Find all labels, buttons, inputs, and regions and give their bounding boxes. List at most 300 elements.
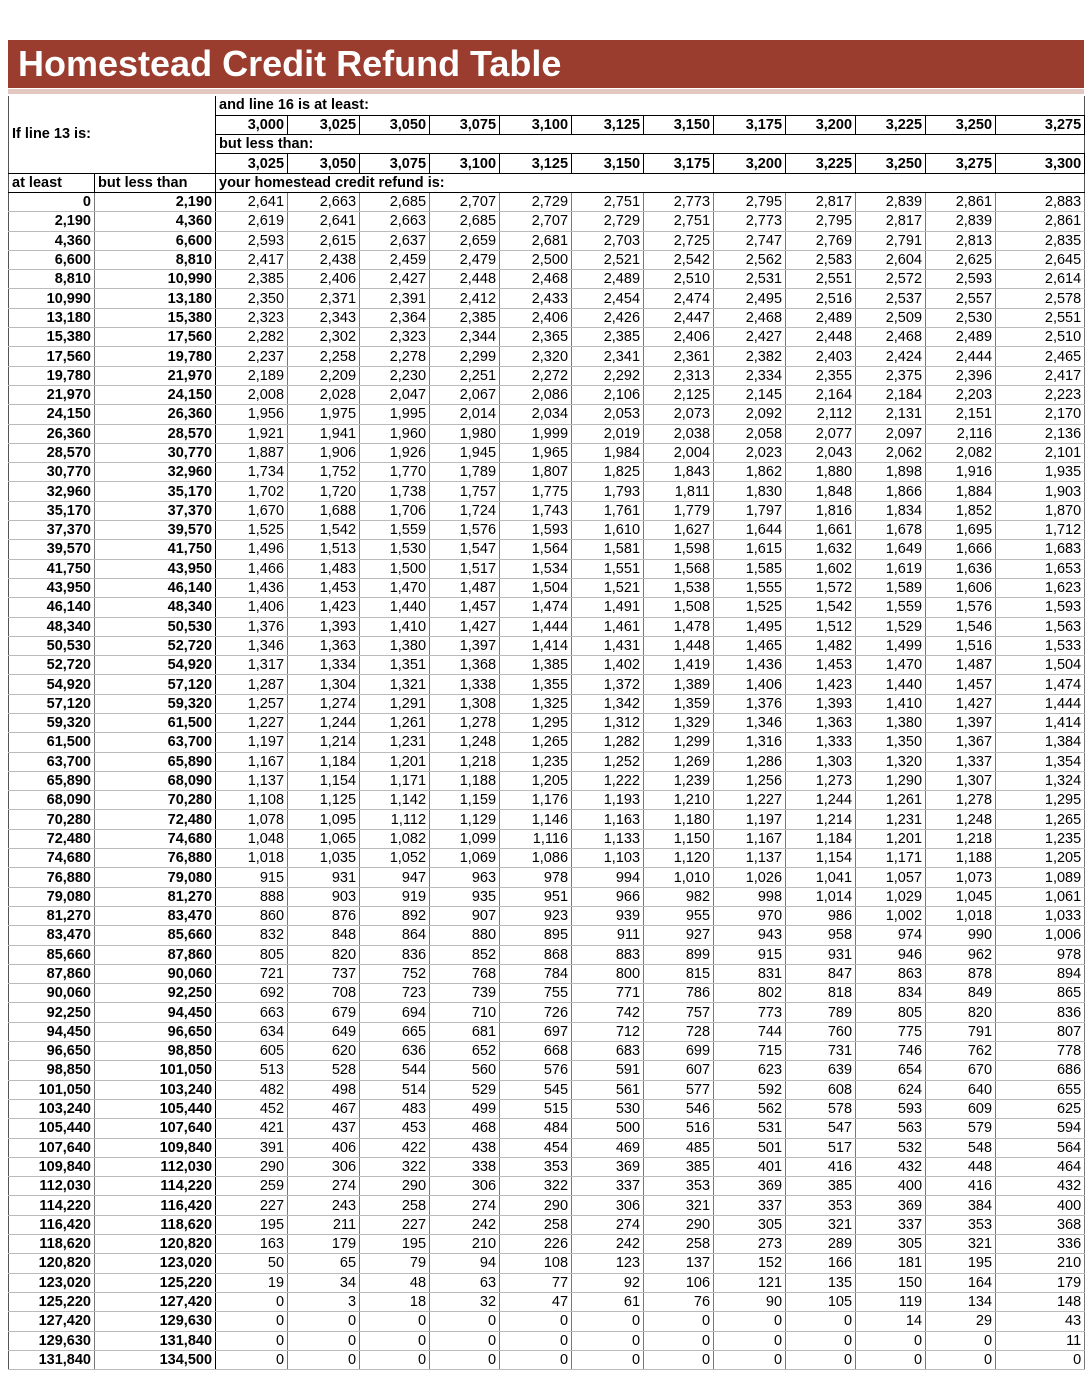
refund-cell: 1,231 xyxy=(360,733,430,752)
line16-at-least-value: 3,100 xyxy=(500,115,572,134)
table-row xyxy=(9,829,1085,848)
refund-cell: 1,984 xyxy=(572,443,644,462)
refund-cell: 1,325 xyxy=(500,694,572,713)
refund-cell: 2,427 xyxy=(360,270,430,289)
refund-cell: 1,457 xyxy=(926,675,996,694)
refund-cell: 134 xyxy=(926,1292,996,1311)
refund-cell: 2,112 xyxy=(786,405,856,424)
refund-cell: 1,898 xyxy=(856,463,926,482)
line13-at-least-cell: 6,600 xyxy=(9,250,95,269)
refund-cell: 1,431 xyxy=(572,636,644,655)
refund-cell: 1,317 xyxy=(216,656,288,675)
refund-cell: 0 xyxy=(996,1350,1085,1369)
refund-cell: 2,278 xyxy=(360,347,430,366)
refund-cell: 11 xyxy=(996,1331,1085,1350)
line13-less-than-cell: 28,570 xyxy=(95,424,216,443)
refund-cell: 1,525 xyxy=(216,521,288,540)
refund-cell: 2,593 xyxy=(216,231,288,250)
refund-cell: 163 xyxy=(216,1235,288,1254)
refund-cell: 2,531 xyxy=(714,270,786,289)
line13-less-than-cell: 103,240 xyxy=(95,1080,216,1099)
table-row xyxy=(9,984,1085,1003)
refund-cell: 1,346 xyxy=(216,636,288,655)
refund-cell: 1,026 xyxy=(714,868,786,887)
refund-cell: 1,793 xyxy=(572,482,644,501)
refund-cell: 1,559 xyxy=(856,598,926,617)
refund-cell: 2,299 xyxy=(430,347,500,366)
refund-cell: 1,551 xyxy=(572,559,644,578)
refund-cell: 416 xyxy=(786,1157,856,1176)
refund-cell: 832 xyxy=(216,926,288,945)
refund-cell: 2,038 xyxy=(644,424,714,443)
refund-cell: 1,061 xyxy=(996,887,1085,906)
refund-cell: 2,320 xyxy=(500,347,572,366)
table-row xyxy=(9,1080,1085,1099)
table-row xyxy=(9,540,1085,559)
refund-cell: 516 xyxy=(644,1119,714,1138)
refund-cell: 2,136 xyxy=(996,424,1085,443)
table-row xyxy=(9,791,1085,810)
table-row xyxy=(9,964,1085,983)
line13-less-than-cell: 85,660 xyxy=(95,926,216,945)
refund-cell: 1,290 xyxy=(856,771,926,790)
table-row xyxy=(9,405,1085,424)
table-row xyxy=(9,559,1085,578)
refund-cell: 605 xyxy=(216,1042,288,1061)
refund-cell: 2,034 xyxy=(500,405,572,424)
refund-cell: 369 xyxy=(714,1177,786,1196)
refund-cell: 1,018 xyxy=(926,906,996,925)
refund-cell: 820 xyxy=(926,1003,996,1022)
refund-cell: 499 xyxy=(430,1099,500,1118)
line13-less-than-cell: 83,470 xyxy=(95,906,216,925)
refund-cell: 92 xyxy=(572,1273,644,1292)
refund-cell: 562 xyxy=(714,1099,786,1118)
refund-cell: 0 xyxy=(500,1312,572,1331)
refund-cell: 2,067 xyxy=(430,385,500,404)
refund-cell: 2,302 xyxy=(288,328,360,347)
refund-cell: 786 xyxy=(644,984,714,1003)
line13-at-least-cell: 112,030 xyxy=(9,1177,95,1196)
refund-cell: 384 xyxy=(926,1196,996,1215)
refund-cell: 2,028 xyxy=(288,385,360,404)
refund-cell: 2,578 xyxy=(996,289,1085,308)
refund-cell: 47 xyxy=(500,1292,572,1311)
refund-cell: 0 xyxy=(288,1331,360,1350)
refund-cell: 1,197 xyxy=(714,810,786,829)
refund-cell: 1,414 xyxy=(996,714,1085,733)
refund-cell: 1,299 xyxy=(644,733,714,752)
refund-cell: 2,438 xyxy=(288,250,360,269)
refund-cell: 227 xyxy=(216,1196,288,1215)
refund-cell: 2,313 xyxy=(644,366,714,385)
refund-cell: 946 xyxy=(856,945,926,964)
line13-less-than-cell: 37,370 xyxy=(95,501,216,520)
refund-cell: 1,244 xyxy=(786,791,856,810)
refund-cell: 0 xyxy=(572,1312,644,1331)
refund-cell: 2,681 xyxy=(500,231,572,250)
table-row xyxy=(9,733,1085,752)
refund-cell: 0 xyxy=(856,1331,926,1350)
refund-cell: 578 xyxy=(786,1099,856,1118)
line13-less-than-cell: 92,250 xyxy=(95,984,216,1003)
refund-cell: 1,184 xyxy=(288,752,360,771)
refund-cell: 2,489 xyxy=(926,328,996,347)
refund-cell: 1,154 xyxy=(288,771,360,790)
line13-less-than-cell: 52,720 xyxy=(95,636,216,655)
refund-cell: 179 xyxy=(996,1273,1085,1292)
refund-cell: 2,019 xyxy=(572,424,644,443)
refund-cell: 29 xyxy=(926,1312,996,1331)
refund-cell: 1,623 xyxy=(996,578,1085,597)
refund-cell: 739 xyxy=(430,984,500,1003)
table-row xyxy=(9,250,1085,269)
line13-less-than-cell: 39,570 xyxy=(95,521,216,540)
refund-cell: 760 xyxy=(786,1022,856,1041)
refund-cell: 2,521 xyxy=(572,250,644,269)
refund-cell: 836 xyxy=(360,945,430,964)
line13-less-than-cell: 43,950 xyxy=(95,559,216,578)
refund-cell: 1,120 xyxy=(644,849,714,868)
line13-at-least-cell: 37,370 xyxy=(9,521,95,540)
refund-cell: 2,751 xyxy=(644,212,714,231)
refund-cell: 1,862 xyxy=(714,463,786,482)
refund-cell: 2,685 xyxy=(430,212,500,231)
table-row xyxy=(9,752,1085,771)
refund-cell: 2,663 xyxy=(360,212,430,231)
refund-cell: 723 xyxy=(360,984,430,1003)
line13-at-least-cell: 70,280 xyxy=(9,810,95,829)
line13-at-least-cell: 129,630 xyxy=(9,1331,95,1350)
refund-cell: 1,743 xyxy=(500,501,572,520)
refund-cell: 865 xyxy=(996,984,1085,1003)
refund-cell: 2,537 xyxy=(856,289,926,308)
refund-cell: 974 xyxy=(856,926,926,945)
refund-cell: 868 xyxy=(500,945,572,964)
refund-cell: 2,861 xyxy=(926,192,996,211)
line13-at-least-cell: 65,890 xyxy=(9,771,95,790)
refund-cell: 1,167 xyxy=(714,829,786,848)
refund-cell: 2,468 xyxy=(500,270,572,289)
table-row xyxy=(9,598,1085,617)
refund-cell: 654 xyxy=(856,1061,926,1080)
refund-cell: 1,906 xyxy=(288,443,360,462)
refund-cell: 876 xyxy=(288,906,360,925)
refund-cell: 1,167 xyxy=(216,752,288,771)
refund-cell: 1,576 xyxy=(430,521,500,540)
refund-cell: 290 xyxy=(360,1177,430,1196)
refund-cell: 391 xyxy=(216,1138,288,1157)
refund-cell: 1,738 xyxy=(360,482,430,501)
refund-cell: 0 xyxy=(926,1350,996,1369)
refund-cell: 2,125 xyxy=(644,385,714,404)
refund-cell: 836 xyxy=(996,1003,1085,1022)
refund-cell: 2,145 xyxy=(714,385,786,404)
table-row xyxy=(9,1061,1085,1080)
line13-less-than-cell: 21,970 xyxy=(95,366,216,385)
refund-cell: 1,534 xyxy=(500,559,572,578)
refund-cell: 1,006 xyxy=(996,926,1085,945)
refund-cell: 800 xyxy=(572,964,644,983)
refund-cell: 258 xyxy=(360,1196,430,1215)
refund-cell: 485 xyxy=(644,1138,714,1157)
refund-cell: 2,769 xyxy=(786,231,856,250)
refund-cell: 1,542 xyxy=(786,598,856,617)
refund-cell: 1,308 xyxy=(430,694,500,713)
refund-cell: 665 xyxy=(360,1022,430,1041)
refund-cell: 1,150 xyxy=(644,829,714,848)
line13-at-least-cell: 125,220 xyxy=(9,1292,95,1311)
refund-cell: 1,239 xyxy=(644,771,714,790)
refund-cell: 1,082 xyxy=(360,829,430,848)
table-row xyxy=(9,1273,1085,1292)
table-row xyxy=(9,906,1085,925)
refund-cell: 2,365 xyxy=(500,328,572,347)
refund-cell: 454 xyxy=(500,1138,572,1157)
refund-cell: 915 xyxy=(714,945,786,964)
refund-cell: 1,884 xyxy=(926,482,996,501)
line13-less-than-cell: 116,420 xyxy=(95,1196,216,1215)
refund-cell: 1,410 xyxy=(360,617,430,636)
table-row xyxy=(9,192,1085,211)
refund-cell: 258 xyxy=(644,1235,714,1254)
line13-less-than-cell: 17,560 xyxy=(95,328,216,347)
refund-cell: 1,384 xyxy=(996,733,1085,752)
refund-cell: 2,406 xyxy=(500,308,572,327)
refund-cell: 1,116 xyxy=(500,829,572,848)
refund-cell: 907 xyxy=(430,906,500,925)
line13-at-least-cell: 74,680 xyxy=(9,849,95,868)
refund-cell: 1,495 xyxy=(714,617,786,636)
refund-cell: 2,062 xyxy=(856,443,926,462)
refund-cell: 746 xyxy=(856,1042,926,1061)
line13-less-than-cell: 68,090 xyxy=(95,771,216,790)
refund-cell: 1,436 xyxy=(216,578,288,597)
line13-at-least-cell: 30,770 xyxy=(9,463,95,482)
refund-cell: 1,171 xyxy=(360,771,430,790)
refund-cell: 2,729 xyxy=(500,192,572,211)
line13-at-least-cell: 24,150 xyxy=(9,405,95,424)
refund-cell: 1,372 xyxy=(572,675,644,694)
refund-cell: 2,725 xyxy=(644,231,714,250)
refund-cell: 1,376 xyxy=(216,617,288,636)
refund-cell: 888 xyxy=(216,887,288,906)
line13-less-than-cell: 46,140 xyxy=(95,578,216,597)
table-row xyxy=(9,1350,1085,1369)
refund-cell: 697 xyxy=(500,1022,572,1041)
refund-cell: 1,248 xyxy=(926,810,996,829)
refund-cell: 894 xyxy=(996,964,1085,983)
line13-at-least-cell: 57,120 xyxy=(9,694,95,713)
refund-cell: 0 xyxy=(856,1350,926,1369)
line13-at-least-cell: 59,320 xyxy=(9,714,95,733)
refund-cell: 1,201 xyxy=(360,752,430,771)
refund-cell: 2,426 xyxy=(572,308,644,327)
table-row xyxy=(9,1003,1085,1022)
refund-cell: 683 xyxy=(572,1042,644,1061)
line13-at-least-cell: 39,570 xyxy=(9,540,95,559)
refund-cell: 548 xyxy=(926,1138,996,1157)
refund-cell: 1,811 xyxy=(644,482,714,501)
refund-cell: 1,572 xyxy=(786,578,856,597)
refund-cell: 744 xyxy=(714,1022,786,1041)
table-row xyxy=(9,1138,1085,1157)
refund-cell: 1,779 xyxy=(644,501,714,520)
refund-cell: 947 xyxy=(360,868,430,887)
refund-cell: 1,525 xyxy=(714,598,786,617)
refund-cell: 892 xyxy=(360,906,430,925)
line16-at-least-value: 3,075 xyxy=(430,115,500,134)
refund-cell: 0 xyxy=(786,1312,856,1331)
refund-cell: 353 xyxy=(644,1177,714,1196)
line13-at-least-cell: 123,020 xyxy=(9,1273,95,1292)
refund-cell: 2,101 xyxy=(996,443,1085,462)
refund-cell: 369 xyxy=(572,1157,644,1176)
refund-cell: 1,303 xyxy=(786,752,856,771)
refund-cell: 2,151 xyxy=(926,405,996,424)
refund-cell: 1,770 xyxy=(360,463,430,482)
refund-cell: 962 xyxy=(926,945,996,964)
table-row xyxy=(9,443,1085,462)
refund-cell: 1,218 xyxy=(430,752,500,771)
refund-cell: 1,903 xyxy=(996,482,1085,501)
refund-cell: 815 xyxy=(644,964,714,983)
refund-cell: 2,747 xyxy=(714,231,786,250)
refund-cell: 1,653 xyxy=(996,559,1085,578)
refund-cell: 2,468 xyxy=(856,328,926,347)
refund-cell: 2,615 xyxy=(288,231,360,250)
line13-at-least-cell: 41,750 xyxy=(9,559,95,578)
refund-cell: 0 xyxy=(714,1331,786,1350)
refund-cell: 1,887 xyxy=(216,443,288,462)
line13-less-than-cell: 8,810 xyxy=(95,250,216,269)
table-row xyxy=(9,328,1085,347)
refund-cell: 1,734 xyxy=(216,463,288,482)
refund-cell: 1,329 xyxy=(644,714,714,733)
refund-cell: 2,272 xyxy=(500,366,572,385)
refund-cell: 1,593 xyxy=(996,598,1085,617)
refund-cell: 1,321 xyxy=(360,675,430,694)
refund-cell: 919 xyxy=(360,887,430,906)
refund-cell: 2,230 xyxy=(360,366,430,385)
refund-cell: 1,337 xyxy=(926,752,996,771)
refund-cell: 1,218 xyxy=(926,829,996,848)
refund-cell: 2,334 xyxy=(714,366,786,385)
refund-cell: 353 xyxy=(786,1196,856,1215)
line13-less-than-cell: 57,120 xyxy=(95,675,216,694)
refund-cell: 1,393 xyxy=(288,617,360,636)
refund-cell: 1,834 xyxy=(856,501,926,520)
refund-cell: 1,282 xyxy=(572,733,644,752)
line13-less-than-cell: 129,630 xyxy=(95,1312,216,1331)
refund-cell: 1,483 xyxy=(288,559,360,578)
line13-less-than-cell: 120,820 xyxy=(95,1235,216,1254)
but-less-than-label: but less than xyxy=(95,173,216,192)
refund-cell: 1,397 xyxy=(430,636,500,655)
refund-cell: 863 xyxy=(856,964,926,983)
refund-cell: 1,538 xyxy=(644,578,714,597)
refund-cell: 385 xyxy=(644,1157,714,1176)
refund-cell: 708 xyxy=(288,984,360,1003)
line13-at-least-cell: 114,220 xyxy=(9,1196,95,1215)
refund-cell: 1,227 xyxy=(216,714,288,733)
line13-less-than-cell: 118,620 xyxy=(95,1215,216,1234)
refund-cell: 2,883 xyxy=(996,192,1085,211)
refund-cell: 0 xyxy=(216,1350,288,1369)
refund-cell: 2,371 xyxy=(288,289,360,308)
refund-cell: 1,797 xyxy=(714,501,786,520)
refund-cell: 530 xyxy=(572,1099,644,1118)
refund-cell: 1,414 xyxy=(500,636,572,655)
refund-cell: 579 xyxy=(926,1119,996,1138)
table-row xyxy=(9,1099,1085,1118)
refund-cell: 0 xyxy=(500,1331,572,1350)
refund-cell: 1,278 xyxy=(926,791,996,810)
table-row xyxy=(9,1042,1085,1061)
refund-cell: 1,941 xyxy=(288,424,360,443)
refund-cell: 1,960 xyxy=(360,424,430,443)
refund-cell: 0 xyxy=(714,1312,786,1331)
line13-less-than-cell: 32,960 xyxy=(95,463,216,482)
line16-at-least-value: 3,150 xyxy=(644,115,714,134)
at-least-label: at least xyxy=(9,173,95,192)
refund-cell: 966 xyxy=(572,887,644,906)
refund-cell: 1,504 xyxy=(500,578,572,597)
table-row xyxy=(9,270,1085,289)
refund-cell: 2,014 xyxy=(430,405,500,424)
refund-cell: 305 xyxy=(856,1235,926,1254)
line13-at-least-cell: 52,720 xyxy=(9,656,95,675)
refund-cell: 2,427 xyxy=(714,328,786,347)
refund-cell: 721 xyxy=(216,964,288,983)
refund-cell: 148 xyxy=(996,1292,1085,1311)
line13-at-least-cell: 72,480 xyxy=(9,829,95,848)
refund-cell: 2,382 xyxy=(714,347,786,366)
refund-cell: 0 xyxy=(430,1312,500,1331)
line16-less-than-value: 3,100 xyxy=(430,154,500,173)
refund-cell: 2,403 xyxy=(786,347,856,366)
refund-cell: 1,142 xyxy=(360,791,430,810)
table-row xyxy=(9,1196,1085,1215)
refund-cell: 2,223 xyxy=(996,385,1085,404)
refund-cell: 2,454 xyxy=(572,289,644,308)
refund-cell: 2,448 xyxy=(430,270,500,289)
refund-cell: 2,593 xyxy=(926,270,996,289)
refund-cell: 731 xyxy=(786,1042,856,1061)
line13-less-than-cell: 74,680 xyxy=(95,829,216,848)
refund-cell: 2,282 xyxy=(216,328,288,347)
refund-cell: 1,376 xyxy=(714,694,786,713)
refund-cell: 2,184 xyxy=(856,385,926,404)
refund-cell: 321 xyxy=(786,1215,856,1234)
refund-cell: 1,137 xyxy=(714,849,786,868)
table-row xyxy=(9,212,1085,231)
refund-cell: 48 xyxy=(360,1273,430,1292)
refund-cell: 1,533 xyxy=(996,636,1085,655)
refund-cell: 421 xyxy=(216,1119,288,1138)
refund-cell: 32 xyxy=(430,1292,500,1311)
refund-cell: 2,406 xyxy=(288,270,360,289)
table-row xyxy=(9,366,1085,385)
refund-cell: 2,023 xyxy=(714,443,786,462)
refund-cell: 1,385 xyxy=(500,656,572,675)
refund-cell: 195 xyxy=(360,1235,430,1254)
line13-less-than-cell: 105,440 xyxy=(95,1099,216,1118)
refund-cell: 2,097 xyxy=(856,424,926,443)
refund-cell: 452 xyxy=(216,1099,288,1118)
refund-cell: 1,248 xyxy=(430,733,500,752)
refund-cell: 1,041 xyxy=(786,868,856,887)
